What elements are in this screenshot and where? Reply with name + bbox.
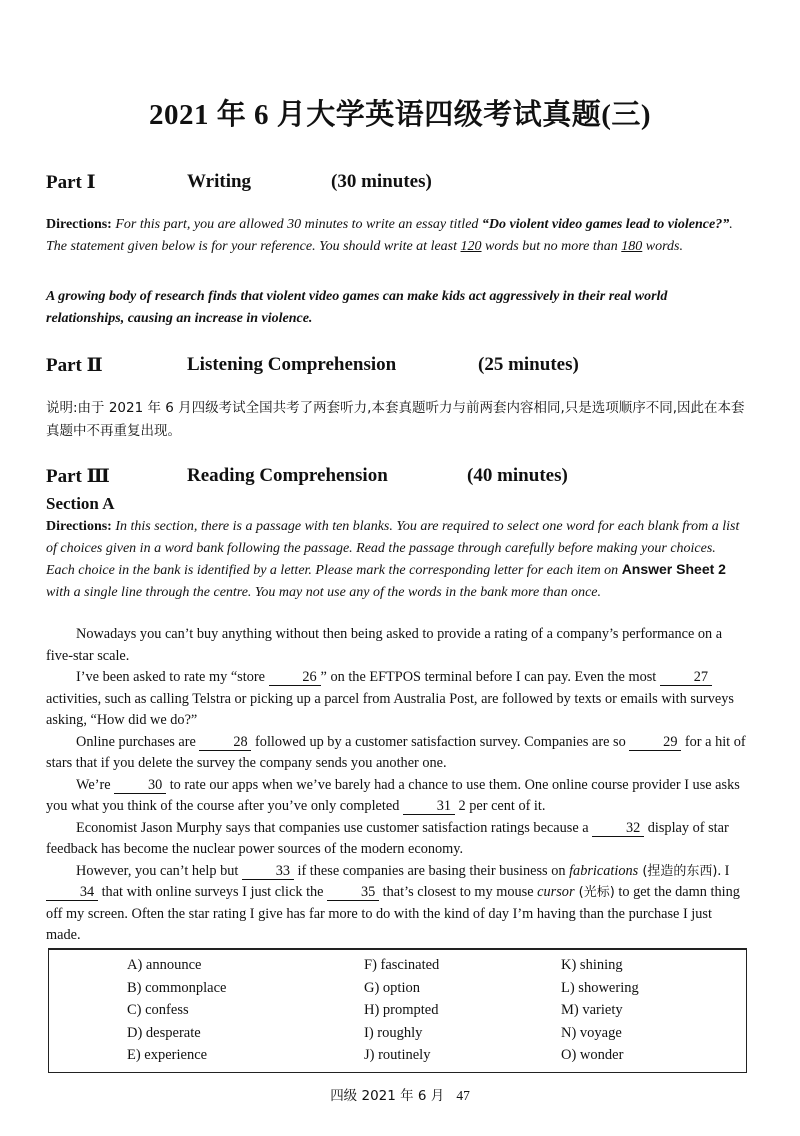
max-words: 180	[621, 238, 643, 254]
part2-name: Listening Comprehension	[187, 354, 397, 375]
blank-28: 28	[199, 735, 251, 751]
word-bank-item: M) variety	[561, 1002, 623, 1018]
blank-31: 31	[403, 799, 455, 815]
part1-time: (30 minutes)	[331, 171, 432, 192]
passage-paragraph-5: Economist Jason Murphy says that companies use customer satisfaction ratings because a 32 display of star feedback has become the nuclear power sources of the modern economy.	[46, 819, 729, 857]
part2-number: Part Ⅱ	[46, 355, 103, 376]
part1-directions: Directions: For this part, you are allowed 30 minutes to write an essay titled “Do violent video games lead to violence?”. The statement given below is for your reference. You should write at least 120 words but no more than 180 words.	[46, 217, 733, 254]
directions-label: Directions:	[46, 519, 112, 534]
directions-label: Directions:	[46, 217, 112, 232]
passage-paragraph-2: I’ve been asked to rate my “store 26 ” on the EFTPOS terminal before I can pay. Even the most 27 activities, such as calling Telstra or picking up a parcel from Australia Post, are followed by texts or emails with surveys asking, “How did we do?”	[46, 669, 734, 728]
part3-time: (40 minutes)	[467, 465, 568, 486]
passage-paragraph-4: We’re 30 to rate our apps when we’ve barely had a chance to use them. One online course provider I use asks you what you think of the course after you’ve only completed 31 2 per cent of it.	[46, 776, 740, 814]
term-cursor-cn: (光标)	[574, 885, 615, 900]
blank-34: 34	[46, 885, 98, 901]
word-bank-item: F) fascinated	[364, 957, 440, 973]
word-bank-item: E) experience	[127, 1047, 208, 1063]
term-cursor: cursor	[537, 884, 575, 900]
term-fabrications: fabrications	[569, 862, 639, 879]
essay-title: “Do violent video games lead to violence?”	[481, 217, 730, 232]
word-bank-item: K) shining	[561, 957, 623, 973]
part1-name: Writing	[187, 171, 252, 192]
word-bank-item: H) prompted	[364, 1002, 439, 1018]
word-bank-item: C) confess	[127, 1002, 189, 1018]
part2-heading	[46, 354, 646, 380]
listening-note: 说明:由于 2021 年 6 月四级考试全国共考了两套听力,本套真题听力与前两套内容相同,只是选项顺序不同,因此在本套真题中不再重复出现。	[46, 400, 745, 439]
blank-29: 29	[629, 735, 681, 751]
page-number: 47	[456, 1088, 470, 1103]
word-bank-item: N) voyage	[561, 1025, 622, 1041]
term-fabrications-cn: (捏造的东西)	[638, 863, 718, 879]
word-bank-item: D) desperate	[127, 1025, 201, 1041]
word-bank-item: G) option	[364, 980, 420, 996]
blank-27: 27	[660, 670, 712, 686]
footer-label: 四级 2021 年 6 月	[330, 1088, 445, 1104]
word-bank-item: I) roughly	[364, 1025, 423, 1041]
essay-statement: A growing body of research finds that violent video games can make kids act aggressively in their real world relationships, causing an increase in violence.	[46, 289, 668, 326]
part3-number: Part Ⅲ	[46, 466, 110, 487]
word-bank-item: A) announce	[127, 957, 202, 973]
section-a-heading: Section A	[46, 494, 115, 513]
passage-paragraph-1: Nowadays you can’t buy anything without then being asked to provide a rating of a company’s performance on a five-star scale.	[46, 626, 723, 664]
part3-name: Reading Comprehension	[187, 465, 388, 486]
answer-sheet-label: Answer Sheet 2	[621, 561, 726, 577]
part2-time: (25 minutes)	[478, 354, 579, 375]
part1-number: Part Ⅰ	[46, 172, 96, 193]
word-bank-item: J) routinely	[364, 1047, 431, 1063]
page-footer	[0, 1084, 800, 1104]
reading-passage	[46, 624, 748, 947]
blank-32: 32	[592, 821, 644, 837]
blank-26: 26	[269, 670, 321, 686]
part3-heading	[46, 465, 646, 491]
word-bank-item: L) showering	[561, 980, 639, 996]
page-title: 2021 年 6 月大学英语四级考试真题(三)	[148, 99, 652, 131]
part1-heading	[46, 171, 546, 197]
blank-33: 33	[242, 864, 294, 880]
word-bank-item: B) commonplace	[127, 980, 227, 996]
passage-paragraph-3: Online purchases are 28 followed up by a customer satisfaction survey. Companies are so 29 for a hit of stars that if you delete the survey the company sends you another one.	[46, 733, 746, 771]
part3-directions: Directions: In this section, there is a passage with ten blanks. You are required to select one word for each blank from a list of choices given in a word bank following the passage. Read the passage through carefully before making your choices. Each choice in the bank is identified by a letter. Please mark the corresponding letter for each item on Answer Sheet 2 with a single line through the centre. You may not use any of the words in the bank more than once.	[46, 519, 740, 600]
blank-35: 35	[327, 885, 379, 901]
word-bank-item: O) wonder	[561, 1047, 624, 1063]
word-bank	[48, 948, 747, 1073]
min-words: 120	[460, 238, 482, 254]
blank-30: 30	[114, 778, 166, 794]
passage-paragraph-6: However, you can’t help but 33 if these companies are basing their business on fabrications (捏造的东西). I 34 that with online surveys I just click the 35 that’s closest to my mouse cursor (光标) to get the damn thing off my screen. Often the star rating I give has far more to do with the kind of day I’m having than the purchase I just made.	[46, 862, 740, 943]
